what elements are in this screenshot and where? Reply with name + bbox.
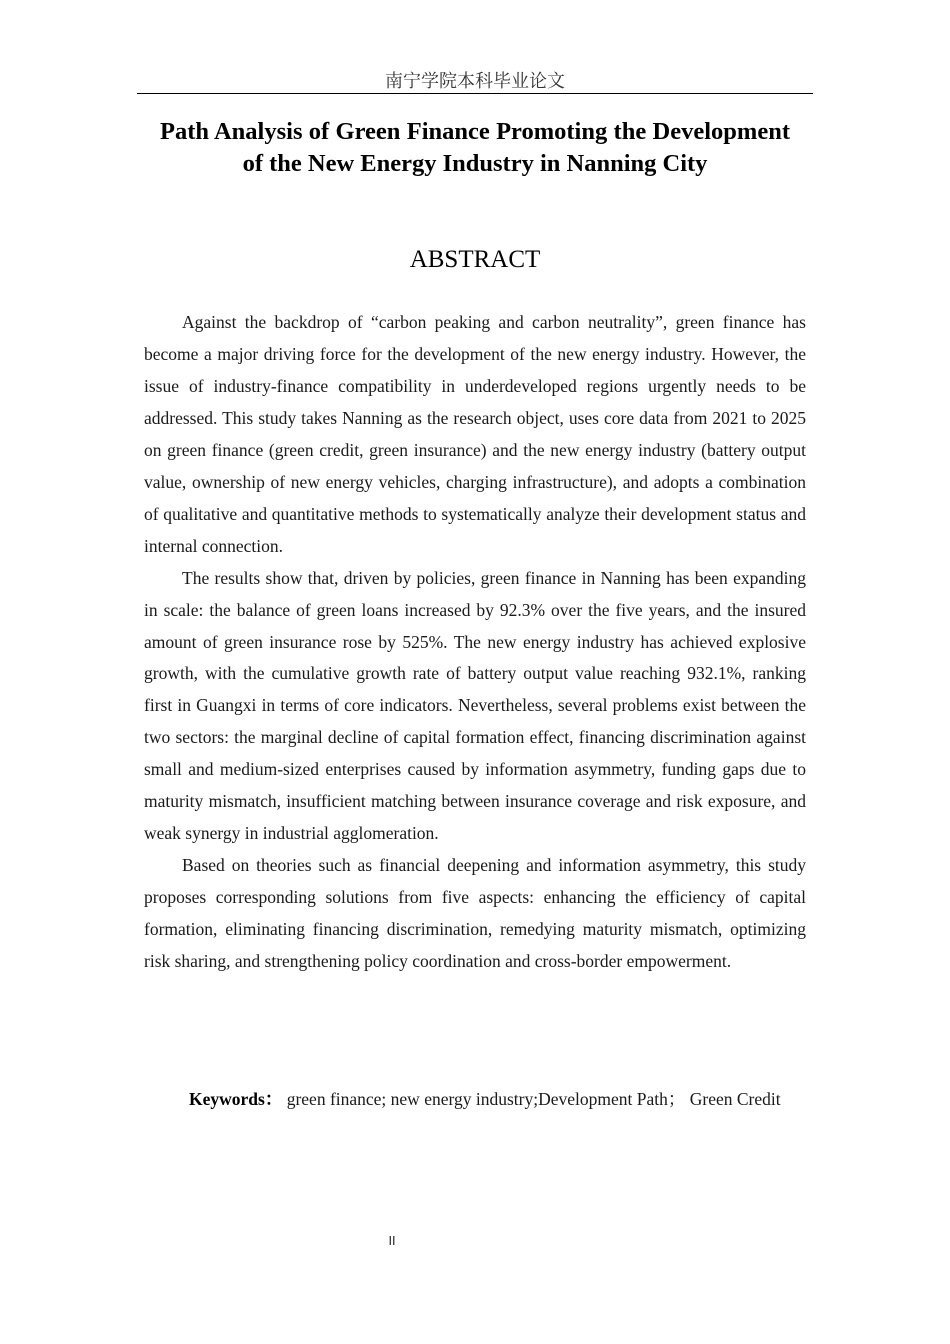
page-number: II [388,1234,396,1248]
abstract-body [144,307,806,978]
abstract-paragraph: The results show that, driven by policies, green finance in Nanning has been expanding in scale: the balance of green loans increased by 92.3% over the five years, and the insured amount of green insurance rose by 525%. The new energy industry has achieved explosive growth, with the cumulative growth rate of battery output value reaching 932.1%, ranking first in Guangxi in terms of core indicators. Nevertheless, several problems exist between the two sectors: the marginal decline of capital formation effect, financing discrimination against small and medium-sized enterprises caused by information asymmetry, funding gaps due to maturity mismatch, insufficient matching between insurance coverage and risk exposure, and weak synergy in industrial agglomeration. [144,567,806,844]
thesis-title: Path Analysis of Green Finance Promoting the Development of the New Energy Industry in Nanning City [160,118,790,177]
abstract-heading: ABSTRACT [409,246,541,273]
keywords-text: green finance; new energy industry;Development Path； Green Credit [282,1089,781,1109]
abstract-paragraph: Against the backdrop of “carbon peaking and carbon neutrality”, green finance has become a major driving force for the development of the new energy industry. However, the issue of industry-finance compatibility in underdeveloped regions urgently needs to be addressed. This study takes Nanning as the research object, uses core data from 2021 to 2025 on green finance (green credit, green insurance) and the new energy industry (battery output value, ownership of new energy vehicles, charging infrastructure), and adopts a combination of qualitative and quantitative methods to systematically analyze their development status and internal connection. [144,312,806,556]
running-header: 南宁学院本科毕业论文 [385,71,565,92]
keywords-label: Keywords： [189,1089,283,1109]
keywords-line [189,1082,806,1117]
header-divider [137,93,813,94]
abstract-paragraph: Based on theories such as financial deepening and information asymmetry, this study proposes corresponding solutions from five aspects: enhancing the efficiency of capital formation, eliminating financing discrimination, remedying maturity mismatch, optimizing risk sharing, and strengthening policy coordination and cross-border empowerment. [144,855,806,972]
